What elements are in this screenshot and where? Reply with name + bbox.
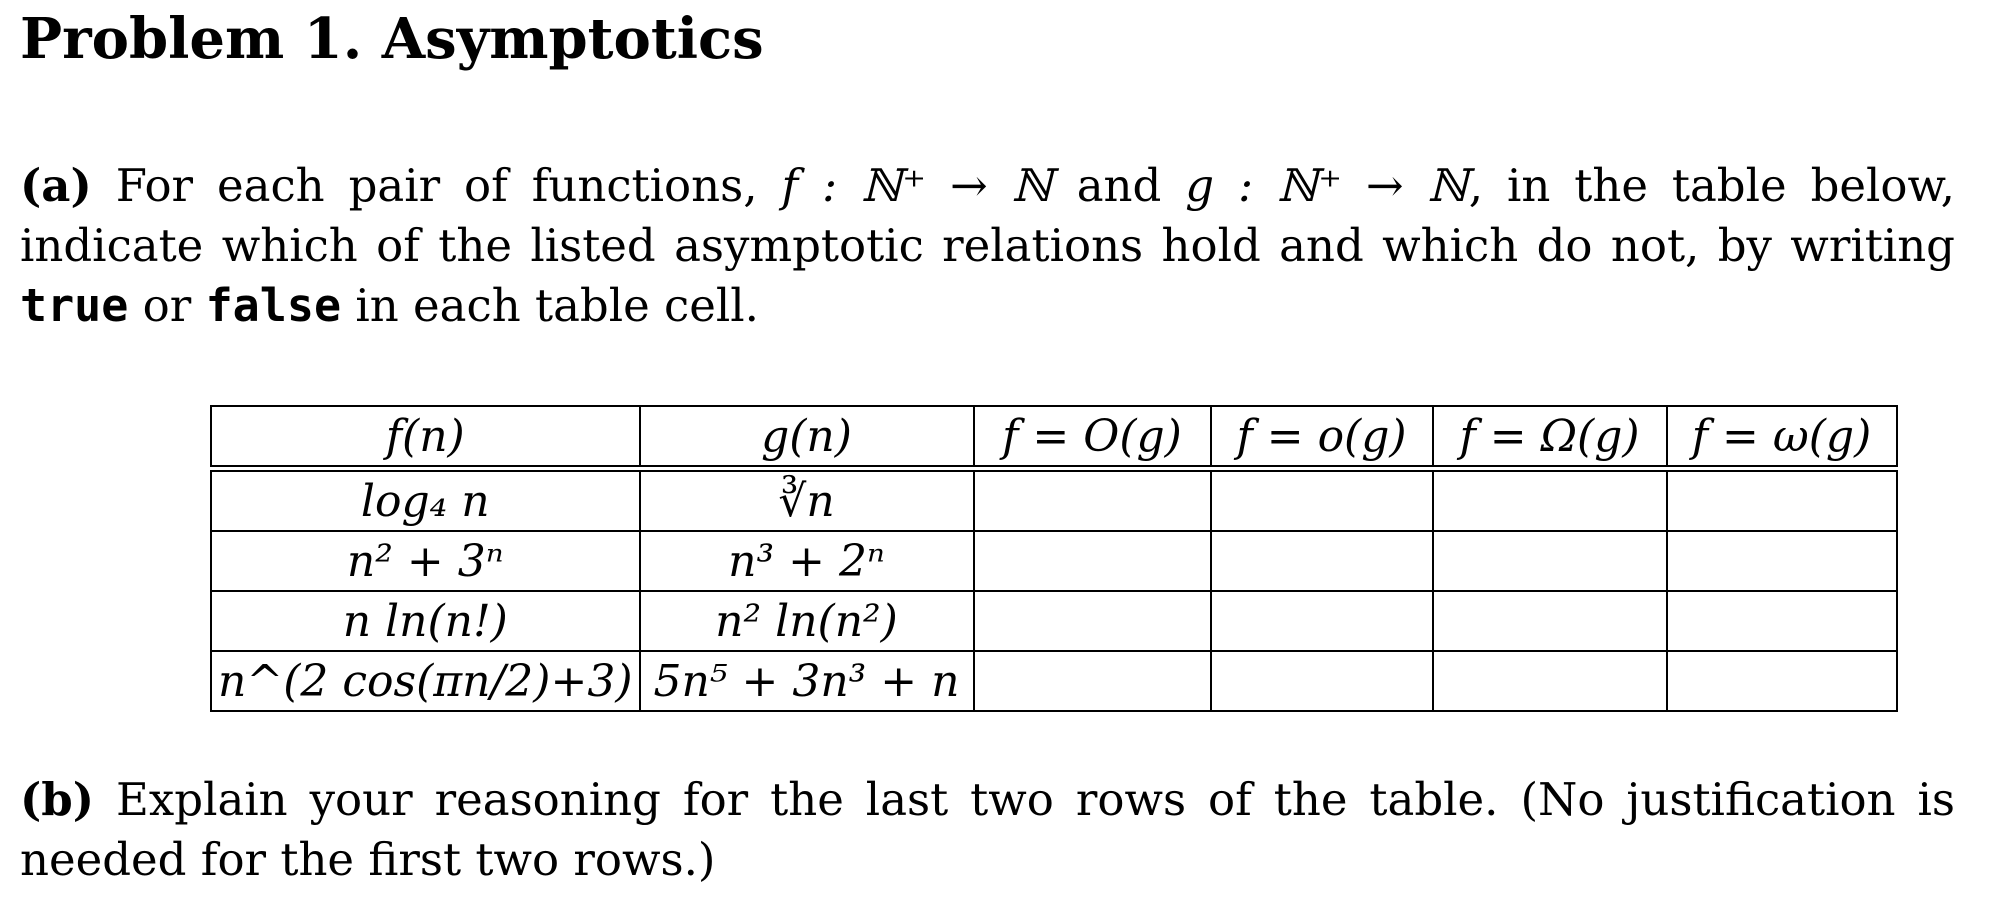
g-cell: n³ + 2ⁿ <box>640 531 974 591</box>
answer-cell-big-o[interactable] <box>974 531 1211 591</box>
part-a-text-start: For each pair of functions, <box>91 159 782 212</box>
and-word: and <box>1052 159 1186 212</box>
f-cell: n ln(n!) <box>211 591 640 651</box>
g-domain-codomain: g : ℕ⁺ → ℕ <box>1185 159 1469 212</box>
f-domain-codomain: f : ℕ⁺ → ℕ <box>781 159 1053 212</box>
f-cell: log₄ n <box>211 469 640 532</box>
table-row <box>211 531 1897 591</box>
answer-cell-little-o[interactable] <box>1211 651 1433 711</box>
false-keyword: false <box>205 279 342 332</box>
table-row <box>211 651 1897 711</box>
table-header-row <box>211 406 1897 469</box>
answer-cell-little-omega[interactable] <box>1667 531 1897 591</box>
part-b-text: Explain your reasoning for the last two rows of the table. (No justification is needed for the first two rows.) <box>20 773 1955 886</box>
answer-cell-little-omega[interactable] <box>1667 591 1897 651</box>
part-a-label: (a) <box>20 159 92 212</box>
header-big-o: f = O(g) <box>974 406 1211 469</box>
g-cell: n² ln(n²) <box>640 591 974 651</box>
header-f: f(n) <box>211 406 640 469</box>
answer-cell-little-o[interactable] <box>1211 469 1433 532</box>
true-keyword: true <box>20 279 129 332</box>
answer-cell-big-omega[interactable] <box>1433 469 1667 532</box>
answer-cell-big-omega[interactable] <box>1433 651 1667 711</box>
table-row <box>211 469 1897 532</box>
header-little-o: f = o(g) <box>1211 406 1433 469</box>
answer-cell-big-o[interactable] <box>974 591 1211 651</box>
answer-cell-big-omega[interactable] <box>1433 591 1667 651</box>
header-big-omega: f = Ω(g) <box>1433 406 1667 469</box>
asymptotics-table <box>210 405 1898 712</box>
part-b-instructions <box>20 770 1955 890</box>
answer-cell-big-o[interactable] <box>974 651 1211 711</box>
part-a-text-mid: , in the table below, indicate which of the listed asymptotic relations hold and which do not, by writing <box>20 159 1955 272</box>
or-word: or <box>128 279 206 332</box>
part-a-instructions <box>20 156 1955 336</box>
header-little-omega: f = ω(g) <box>1667 406 1897 469</box>
problem-title: Problem 1. Asymptotics <box>20 6 764 72</box>
answer-cell-little-omega[interactable] <box>1667 651 1897 711</box>
answer-cell-little-omega[interactable] <box>1667 469 1897 532</box>
part-b-label: (b) <box>20 773 95 826</box>
g-cell: ∛n <box>640 469 974 532</box>
answer-cell-little-o[interactable] <box>1211 531 1433 591</box>
f-cell: n^(2 cos(πn/2)+3) <box>211 651 640 711</box>
answer-cell-little-o[interactable] <box>1211 591 1433 651</box>
answer-cell-big-o[interactable] <box>974 469 1211 532</box>
table-row <box>211 591 1897 651</box>
f-cell: n² + 3ⁿ <box>211 531 640 591</box>
g-cell: 5n⁵ + 3n³ + n <box>640 651 974 711</box>
answer-cell-big-omega[interactable] <box>1433 531 1667 591</box>
header-g: g(n) <box>640 406 974 469</box>
part-a-text-end: in each table cell. <box>341 279 759 332</box>
